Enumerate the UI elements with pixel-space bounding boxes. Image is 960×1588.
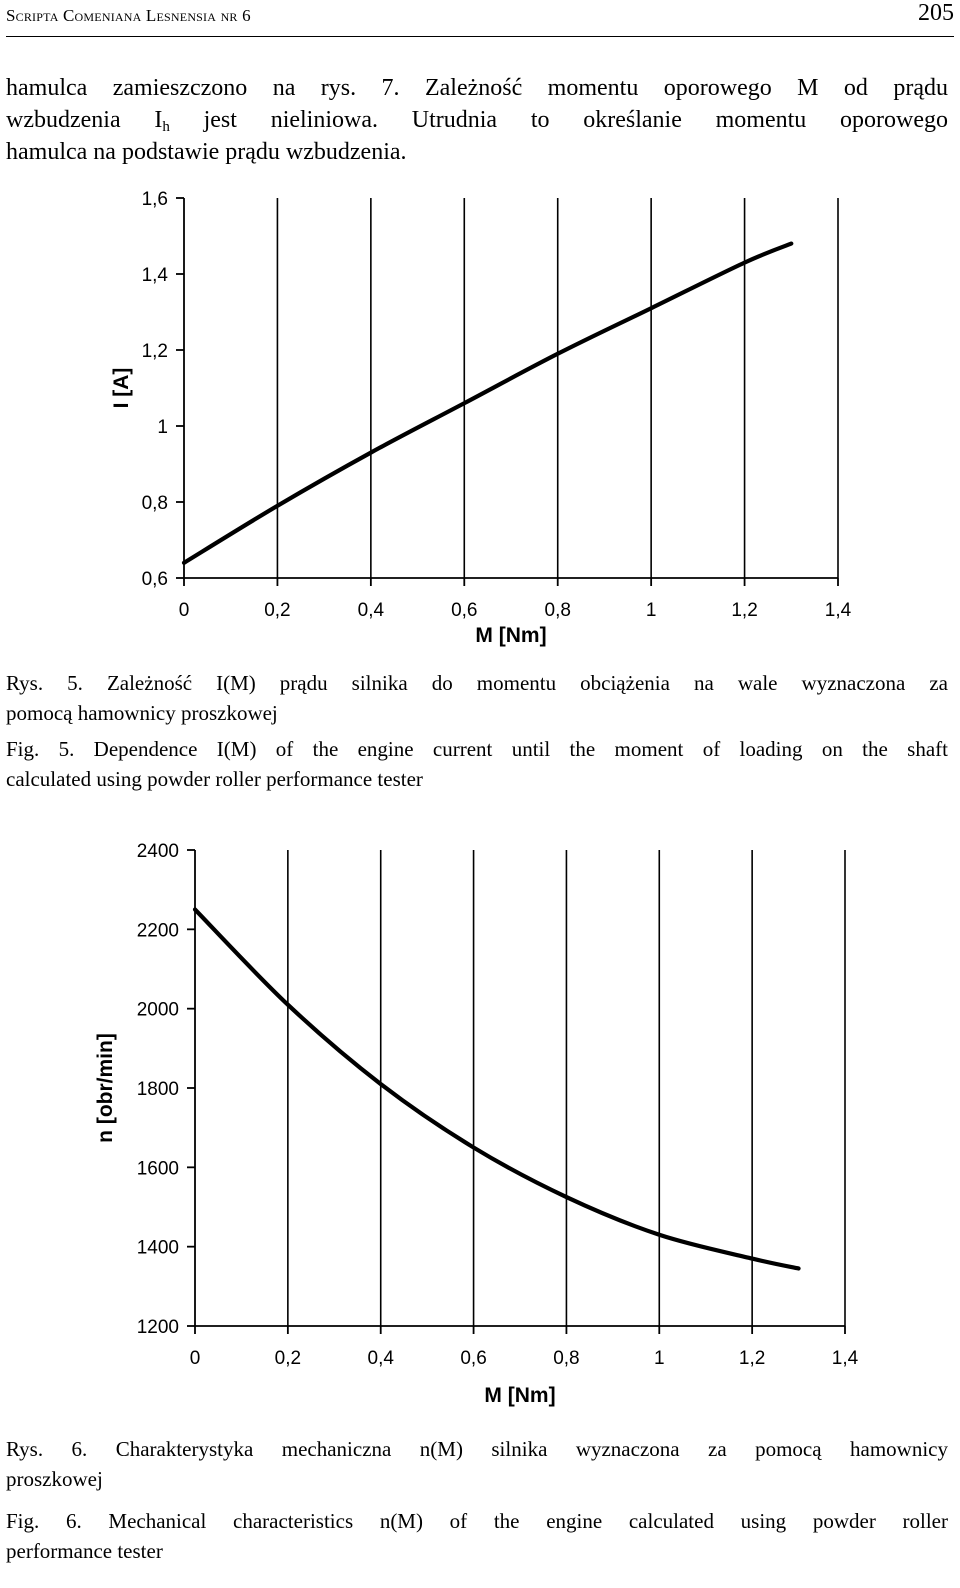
chart2-x-tick-label-0: 0 (189, 1348, 201, 1369)
figure-5-chart (0, 180, 960, 660)
chart2-x-tick-label-1: 0,2 (274, 1348, 302, 1369)
intro-line-2 (6, 104, 948, 136)
chart1-x-tick-label-7: 1,4 (824, 600, 852, 621)
chart1-y-tick-label-1: 1,4 (141, 265, 168, 286)
chart1-x-tick-label-6: 1,2 (731, 600, 758, 621)
chart1-x-tick-label-5: 1 (645, 600, 657, 621)
chart2-y-tick-label-3: 1800 (136, 1079, 179, 1100)
fig5-caption-pl-line-2: pomocą hamownicy proszkowej (6, 701, 278, 725)
chart2-x-tick-label-4: 0,8 (553, 1348, 580, 1369)
intro-line-3: hamulca na podstawie prądu wzbudzenia. (6, 139, 407, 165)
fig5-caption-pl (6, 668, 948, 728)
chart2-x-tick-label-3: 0,6 (460, 1348, 487, 1369)
chart1-x-tick-label-1: 0,2 (264, 600, 291, 621)
fig5-caption-en (6, 734, 948, 794)
journal-title: Scripta Comeniana Lesnensia nr 6 (6, 6, 251, 25)
fig6-caption-pl-line-2: proszkowej (6, 1467, 103, 1491)
chart2-y-tick-label-4: 1600 (136, 1158, 179, 1180)
fig6-caption-en (6, 1506, 948, 1566)
chart1-x-tick-label-0: 0 (178, 600, 190, 621)
fig6-caption-en-line-1: Fig. 6. Mechanical characteristics n(M) of the engine calculated using powder roller (6, 1509, 948, 1533)
intro-line-2-pre: wzbudzenia I (6, 107, 163, 133)
running-header (6, 0, 954, 37)
fig6-caption-pl-line-1: Rys. 6. Charakterystyka mechaniczna n(M) silnika wyznaczona za pomocą hamownicy (6, 1437, 948, 1461)
chart2-y-tick-label-1: 2200 (136, 920, 179, 942)
chart1-x-tick-label-3: 0,6 (451, 600, 478, 621)
chart2-x-tick-label-2: 0,4 (367, 1348, 394, 1369)
chart2-y-axis-title: n [obr/min] (94, 1033, 117, 1143)
chart2-y-tick-label-6: 1200 (136, 1317, 179, 1338)
chart1-y-tick-label-4: 0,8 (141, 493, 168, 514)
chart1-y-tick-label-2: 1,2 (141, 341, 168, 362)
intro-line-2-subscript: h (162, 119, 170, 135)
chart2-x-axis-title: M [Nm] (484, 1384, 556, 1407)
fig5-caption-pl-line-1: Rys. 5. Zależność I(M) prądu silnika do momentu obciążenia na wale wyznaczona za (6, 671, 948, 695)
chart1-y-tick-label-3: 1 (157, 417, 168, 438)
chart1-x-tick-label-2: 0,4 (357, 600, 385, 621)
fig6-caption-pl (6, 1434, 948, 1494)
chart2-y-tick-label-2: 2000 (136, 999, 179, 1021)
figure-6-chart (0, 820, 960, 1420)
chart2-x-tick-label-7: 1,4 (831, 1348, 859, 1369)
fig6-caption-en-line-2: performance tester (6, 1539, 163, 1563)
chart1-y-axis-title: I [A] (110, 367, 133, 409)
chart2-series-line-0 (195, 910, 799, 1269)
intro-line-1: hamulca zamieszczono na rys. 7. Zależność momentu oporowego M od prądu (6, 75, 948, 101)
chart1-series-line-0 (184, 244, 791, 563)
chart1-x-axis-title: M [Nm] (475, 624, 547, 647)
fig5-caption-en-line-1: Fig. 5. Dependence I(M) of the engine current until the moment of loading on the shaft (6, 737, 948, 761)
chart2-x-tick-label-6: 1,2 (738, 1348, 766, 1369)
chart2-y-tick-label-5: 1400 (136, 1237, 179, 1259)
chart2-x-tick-label-5: 1 (653, 1348, 665, 1369)
chart1-x-tick-label-4: 0,8 (544, 600, 571, 621)
page-number: 205 (918, 0, 954, 26)
chart1-y-tick-label-5: 0,6 (141, 569, 168, 590)
chart2-y-tick-label-0: 2400 (136, 841, 179, 862)
chart1-y-tick-label-0: 1,6 (141, 189, 168, 210)
intro-line-2-post: jest nieliniowa. Utrudnia to określanie momentu oporowego (169, 107, 948, 133)
fig5-caption-en-line-2: calculated using powder roller performance tester (6, 767, 423, 791)
